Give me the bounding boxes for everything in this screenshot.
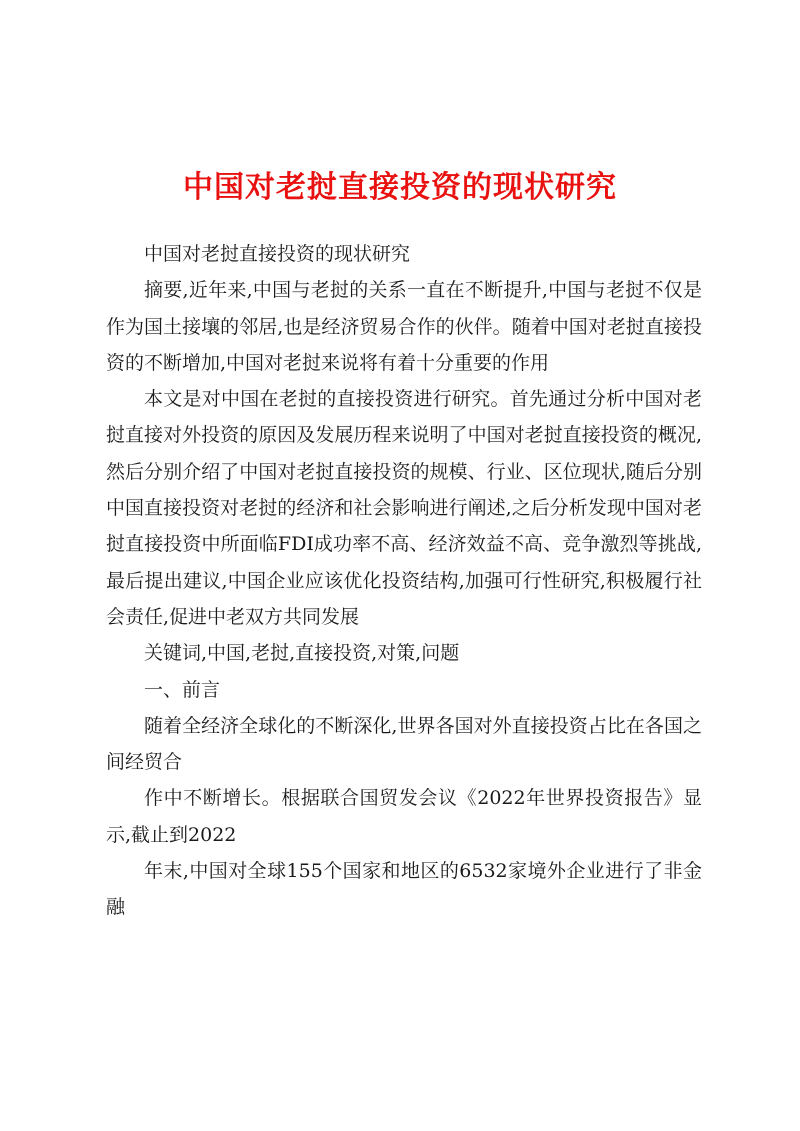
document-title: 中国对老挝直接投资的现状研究 [183,170,617,205]
paragraph-abstract: 摘要,近年来,中国与老挝的关系一直在不断提升,中国与老挝不仅是作为国土接壤的邻居,也是经济贸易合作的伙伴。随着中国对老挝直接投资的不断增加,中国对老挝来说将有着十分重要的作用 [106,279,702,374]
paragraph-body: 作中不断增长。根据联合国贸发会议《2022年世界投资报告》显示,截止到2022 [106,787,702,846]
paragraph-body: 年末,中国对全球155个国家和地区的6532家境外企业进行了非金融 [106,860,702,919]
paragraph-keywords: 关键词,中国,老挝,直接投资,对策,问题 [144,642,460,665]
section-heading-preface: 一、前言 [144,678,221,701]
paragraph-summary: 本文是对中国在老挝的直接投资进行研究。首先通过分析中国对老挝直接对外投资的原因及发展历程来说明了中国对老挝直接投资的概况,然后分别介绍了中国对老挝直接投资的规模、行业、区位现状,随后分别中国直接投资对老挝的经济和社会影响进行阐述,之后分析发现中国对老挝直接投资中所面临FDI成功率不高、经济效益不高、竞争激烈等挑战,最后提出建议,中国企业应该优化投资结构,加强可行性研究,积极履行社会责任,促进中老双方共同发展 [106,388,702,628]
paragraph-subtitle: 中国对老挝直接投资的现状研究 [144,243,411,265]
paragraph-body: 随着全经济全球化的不断深化,世界各国对外直接投资占比在各国之间经贸合 [106,714,702,774]
document-body [106,236,702,926]
